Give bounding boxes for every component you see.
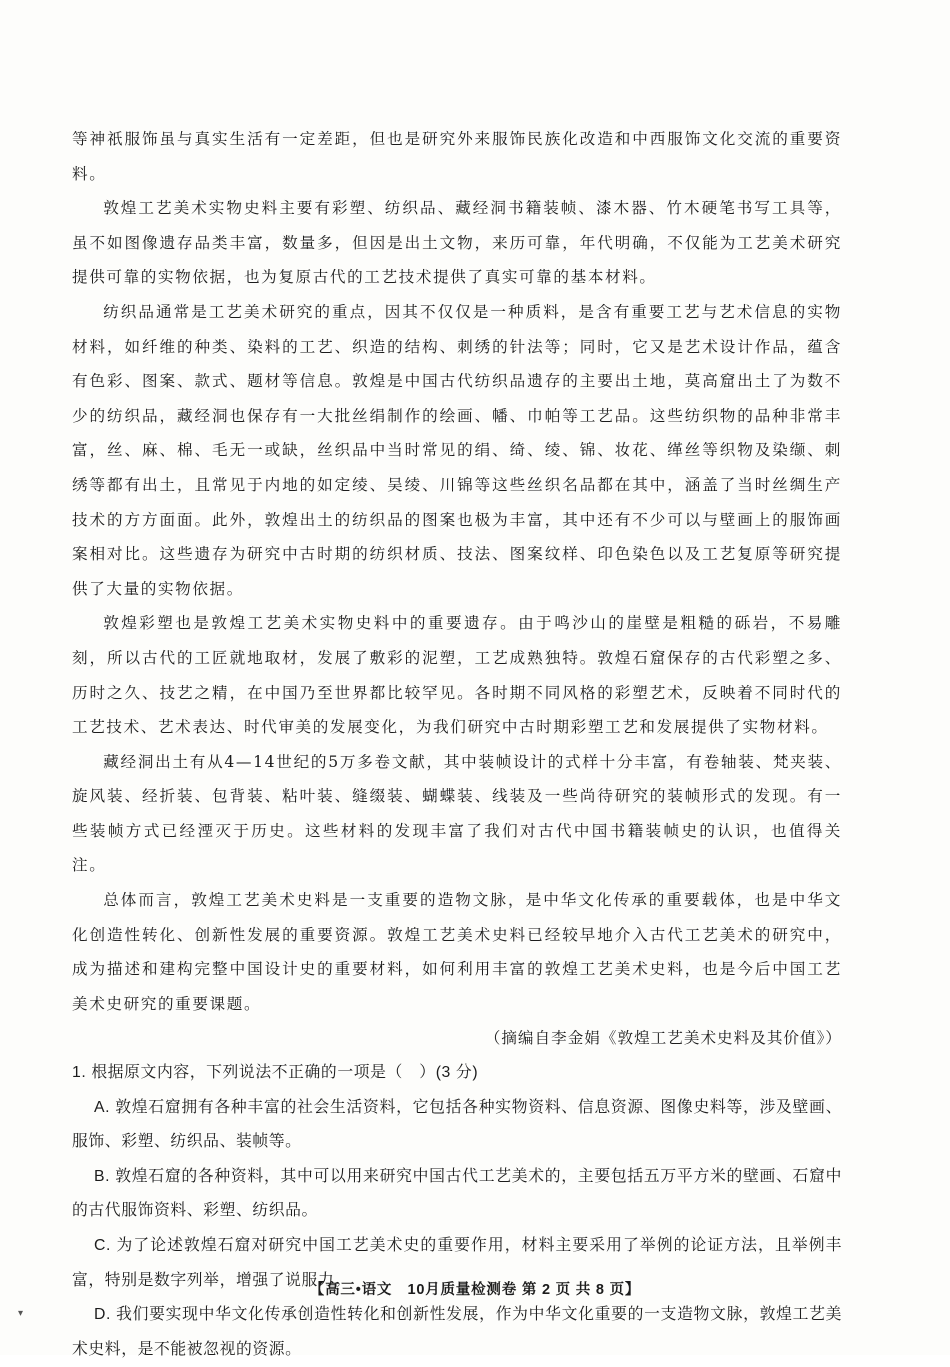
passage-paragraph-textiles: 纺织品通常是工艺美术研究的重点，因其不仅仅是一种质料，是含有重要工艺与艺术信息的实物材料，如纤维的种类、染料的工艺、织造的结构、刺绣的针法等；同时，它又是艺术设计作品，蕴含有色彩、图案、款式、题材等信息。敦煌是中国古代纺织品遗存的主要出土地，莫高窟出土了为数不少的纺织品，藏经洞也保存有一大批丝绢制作的绘画、幡、巾帕等工艺品。这些纺织物的品种非常丰富，丝、麻、棉、毛无一或缺，丝织品中当时常见的绢、绮、绫、锦、妆花、缂丝等织物及染缬、刺绣等都有出土，且常见于内地的如定绫、吴绫、川锦等这些丝织名品都在其中，涵盖了当时丝绸生产技术的方方面面。此外，敦煌出土的纺织品的图案也极为丰富，其中还有不少可以与壁画上的服饰画案相对比。这些遗存为研究中古时期的纺织材质、技法、图案纹样、印色染色以及工艺复原等研究提供了大量的实物依据。	[72, 302, 842, 598]
question-1-option-d	[72, 1298, 842, 1367]
option-text: 为了论述敦煌石窟对研究中国工艺美术史的重要作用，材料主要采用了举例的论证方法，且举例丰富，特别是数字列举，增强了说服力。	[72, 1237, 842, 1289]
question-1-stem: 1. 根据原文内容，下列说法不正确的一项是（ ）(3 分)	[72, 1064, 479, 1082]
option-letter: C.	[94, 1237, 111, 1254]
passage-paragraph-binding: 藏经洞出土有从4—14世纪的5万多卷文献，其中装帧设计的式样十分丰富，有卷轴装、梵夹装、旋风装、经折装、包背装、粘叶装、缝缀装、蝴蝶装、线装及一些尚待研究的装帧形式的发现。有一些装帧方式已经湮灭于历史。这些材料的发现丰富了我们对古代中国书籍装帧史的认识，也值得关注。	[72, 752, 842, 875]
passage-paragraph-conclusion: 总体而言，敦煌工艺美术史料是一支重要的造物文脉，是中华文化传承的重要载体，也是中华文化创造性转化、创新性发展的重要资源。敦煌工艺美术史料已经较早地介入古代工艺美术的研究中，成为描述和建构完整中国设计史的重要材料，如何利用丰富的敦煌工艺美术史料，也是今后中国工艺美术史研究的重要课题。	[72, 891, 842, 1013]
scan-speck-mark: ▾	[18, 1308, 24, 1319]
question-1-option-a	[72, 1091, 842, 1160]
option-letter: D.	[94, 1306, 111, 1324]
passage-paragraph-sculpture: 敦煌彩塑也是敦煌工艺美术实物史料中的重要遗存。由于鸣沙山的崖壁是粗糙的砾岩，不易雕刻，所以古代的工匠就地取材，发展了敷彩的泥塑，工艺成熟独特。敦煌石窟保存的古代彩塑之多、历时之久、技艺之精，在中国乃至世界都比较罕见。各时期不同风格的彩塑艺术，反映着不同时代的工艺技术、艺术表达、时代审美的发展变化，为我们研究中古时期彩塑工艺和发展提供了实物材料。	[72, 614, 842, 737]
passage-paragraph-artifacts: 敦煌工艺美术实物史料主要有彩塑、纺织品、藏经洞书籍装帧、漆木器、竹木硬笔书写工具等，虽不如图像遗存品类丰富，数量多，但因是出土文物，来历可靠，年代明确，不仅能为工艺美术研究提供可靠的实物依据，也为复原古代的工艺技术提供了真实可靠的基本材料。	[72, 199, 842, 287]
option-letter: B.	[94, 1167, 111, 1185]
passage-source-citation: （摘编自李金娟《敦煌工艺美术史料及其价值》）	[484, 1029, 842, 1048]
option-text: 敦煌石窟的各种资料，其中可以用来研究中国古代工艺美术的，主要包括五万平方米的壁画、石窟中的古代服饰资料、彩塑、纺织品。	[72, 1167, 842, 1220]
page-footer: 【高三•语文 10月质量检测卷 第 2 页 共 8 页】	[309, 1282, 641, 1298]
page-content	[72, 120, 842, 1367]
question-1-option-b	[72, 1160, 842, 1229]
passage-paragraph-continued: 等神祇服饰虽与真实生活有一定差距，但也是研究外来服饰民族化改造和中西服饰文化交流的重要资料。	[72, 130, 842, 183]
option-text: 敦煌石窟拥有各种丰富的社会生活资料，它包括各种实物资料、信息资源、图像史料等，涉及壁画、服饰、彩塑、纺织品、装帧等。	[72, 1098, 842, 1151]
option-text: 我们要实现中华文化传承创造性转化和创新性发展，作为中华文化重要的一支造物文脉，敦煌工艺美术史料，是不能被忽视的资源。	[72, 1306, 842, 1358]
option-letter: A.	[94, 1098, 111, 1116]
